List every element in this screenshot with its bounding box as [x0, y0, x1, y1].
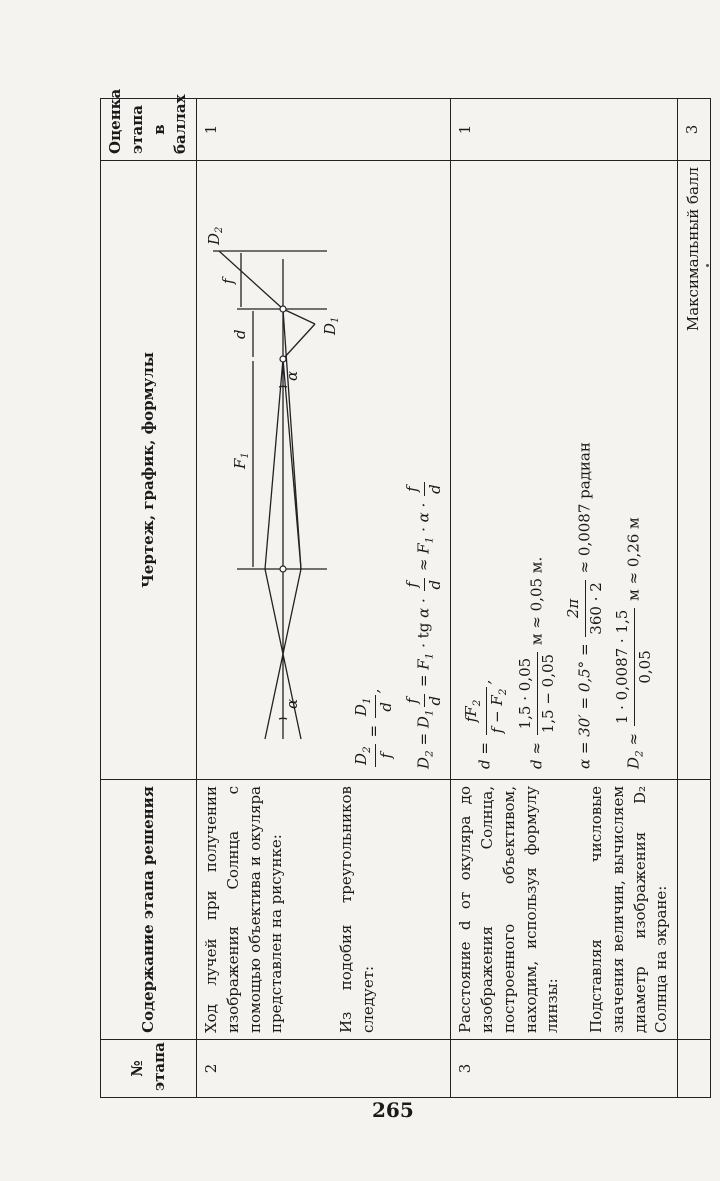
label-D1: $D_1$ [321, 316, 341, 335]
ray-line [283, 324, 315, 359]
stage-score: 1 [451, 99, 678, 161]
label-D2: $D_2$ [205, 226, 225, 245]
lens-center-point [280, 306, 286, 312]
angle-arc [279, 718, 287, 719]
max-score-value: 3 [678, 99, 711, 161]
scan-speck [706, 264, 709, 267]
table-row [197, 99, 451, 1098]
table-header-row [101, 99, 197, 1098]
header-content: Содержание этапа решения [101, 780, 197, 1040]
stage-number: 2 [197, 1040, 451, 1098]
table-row [451, 99, 678, 1098]
formula-alpha: α = 30′ = 0,5° = 2π 360 · 2 ≈ 0,0087 радиан [564, 442, 606, 769]
formula-ratio: $D_2$ f = $D_1$ d , [352, 688, 396, 765]
stage-content [451, 780, 678, 1040]
header-stage-no: № этапа [101, 1040, 197, 1098]
stage-drawing [197, 161, 451, 780]
similarity-formulas [351, 161, 446, 779]
solution-table [100, 88, 711, 1098]
max-score-label: Максимальный балл [678, 161, 711, 780]
header-drawing: Чертеж, график, формулы [101, 161, 197, 780]
label-alpha-mid: α [283, 370, 301, 381]
stage-text: Расстояние d от окуляра до изображения Солнца, построенного объективом, находим, используя формулу линзы: [456, 786, 562, 1033]
stage-text: Из подобия треугольников следует: [337, 786, 377, 1033]
stage-text: Подставляя числовые значения величин, вычисляем диаметр изображения D₂ Солнца на экране: [587, 786, 671, 1033]
formula-lens: d = $fF_2$ $f - F_2$ , [462, 679, 509, 769]
ray-line [283, 309, 301, 569]
formula-D2-value: $D_2$ ≈ 1 · 0,0087 · 1,5 0,05 м ≈ 0,26 м [612, 517, 654, 769]
formula-D2: $D_2 = D_1$ f d = $F_1$ · tg α · f d ≈ $F_1 \cdot \alpha$ · f d [402, 484, 444, 769]
stage-content [197, 780, 451, 1040]
rotated-page [100, 88, 703, 1098]
formula-d-value: d ≈ 1,5 · 0,05 1,5 − 0,05 м ≈ 0,05 м. [515, 556, 557, 769]
header-score: Оценка этапа в баллах [101, 99, 197, 161]
label-alpha-left: α [283, 698, 301, 709]
page-number: 265 [372, 1098, 414, 1122]
lens-center-point [280, 566, 286, 572]
ray-line [283, 309, 315, 324]
stage-drawing [451, 161, 678, 780]
angle-arc [279, 386, 287, 387]
ray-line [265, 359, 283, 569]
stage-score: 1 [197, 99, 451, 161]
ray-diagram [197, 221, 347, 779]
max-score-row [678, 99, 711, 1098]
stage-number: 3 [451, 1040, 678, 1098]
label-F1: $F_1$ [231, 452, 251, 469]
label-f: f [219, 278, 237, 284]
stage-text: Ход лучей при получении изображения Солнца с помощью объектива и окуляра представлен на рисунке: [202, 786, 286, 1033]
focus-point [280, 356, 286, 362]
label-d: d [231, 329, 249, 339]
